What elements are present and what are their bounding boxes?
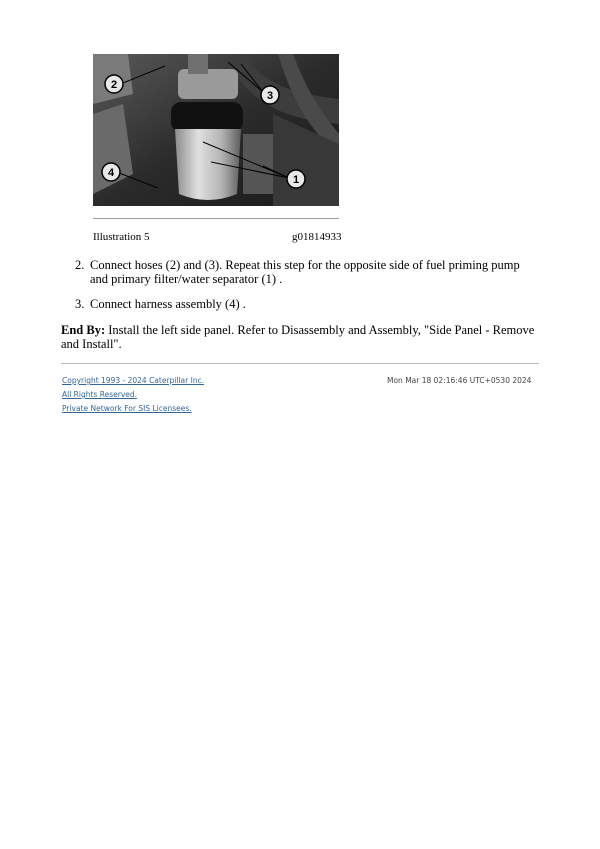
callout-label-2: 2 xyxy=(110,79,118,91)
step-number: 3. xyxy=(75,297,85,311)
copyright-link[interactable]: Copyright 1993 - 2024 Caterpillar Inc. xyxy=(62,376,205,385)
callout-overlay xyxy=(93,54,339,206)
end-by-text: Install the left side panel. Refer to Disassembly and Assembly, "Side Panel - Remove and Install". xyxy=(61,323,535,351)
callout-label-1: 1 xyxy=(292,174,300,186)
callout-1 xyxy=(287,170,305,188)
figure-caption-id: g01814933 xyxy=(292,231,342,243)
step-number: 2. xyxy=(75,258,85,272)
footer-divider xyxy=(61,363,539,364)
footer-rights xyxy=(62,390,137,399)
step-text: Connect harness assembly (4) . xyxy=(90,297,246,311)
end-by-label: End By: xyxy=(61,323,106,337)
footer-network xyxy=(62,404,192,413)
footer-timestamp: Mon Mar 18 02:16:46 UTC+0530 2024 xyxy=(387,376,532,385)
rights-link[interactable]: All Rights Reserved. xyxy=(62,390,138,399)
step-text: Connect hoses (2) and (3). Repeat this step for the opposite side of fuel priming pump and primary filter/water separator (1) . xyxy=(90,258,520,286)
callout-label-3: 3 xyxy=(266,90,274,102)
callout-label-4: 4 xyxy=(107,167,115,179)
callout-3 xyxy=(261,86,279,104)
figure-divider xyxy=(93,218,339,219)
network-link[interactable]: Private Network For SIS Licensees. xyxy=(62,404,192,413)
callout-2 xyxy=(105,75,123,93)
end-by-paragraph xyxy=(61,323,541,351)
figure-caption-label: Illustration 5 xyxy=(93,231,150,243)
footer-copyright xyxy=(62,376,204,385)
callout-4 xyxy=(102,163,120,181)
